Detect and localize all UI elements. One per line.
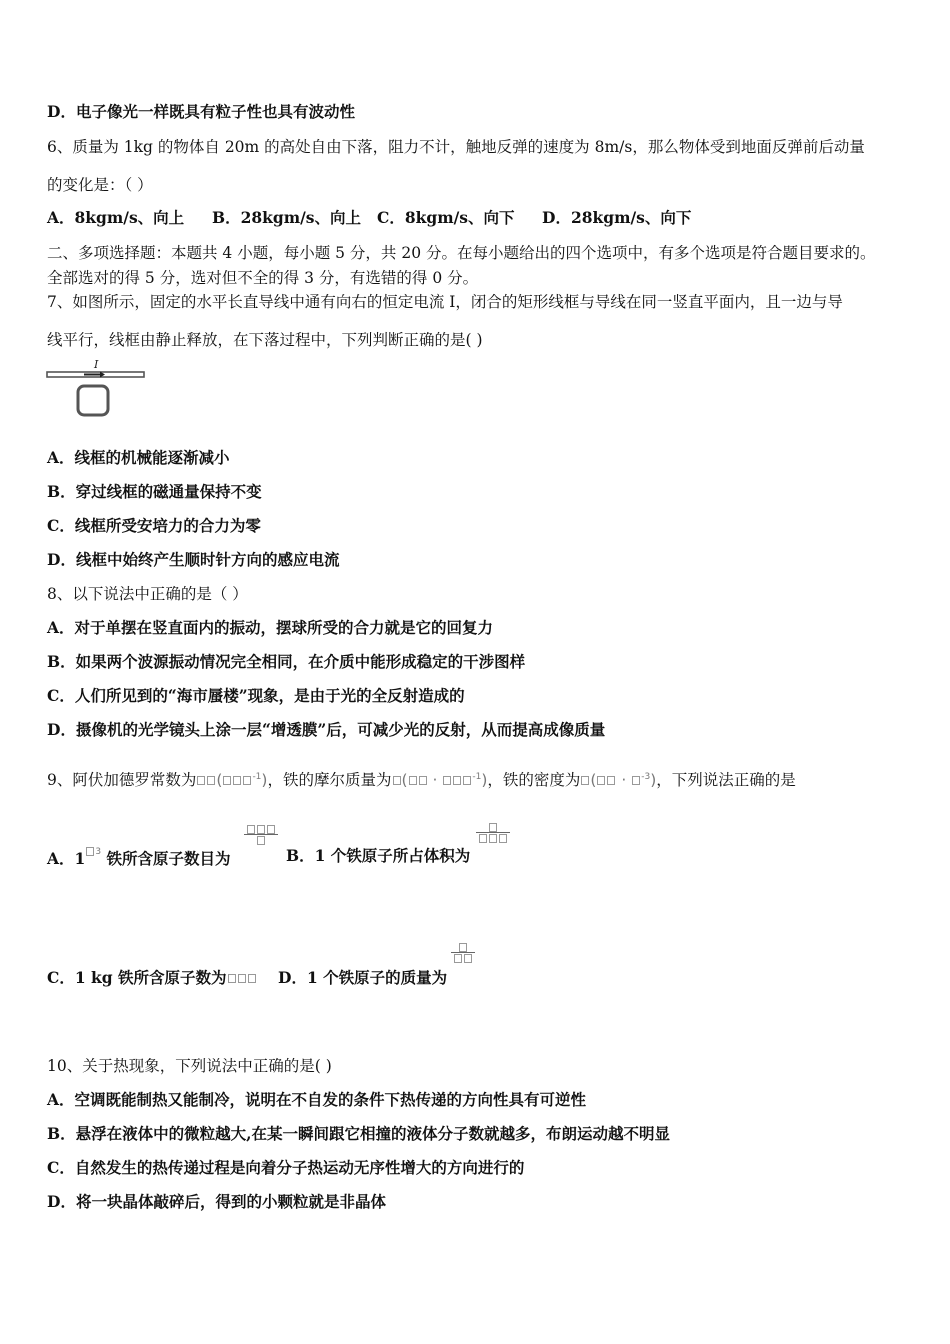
q9-option-d-fraction — [451, 942, 475, 963]
q9-option-a-fraction — [244, 824, 278, 845]
q7-option-b: B．穿过线框的磁通量保持不变 — [47, 482, 262, 501]
q9-option-a-exponent-value: 3 — [95, 847, 102, 857]
q9-option-b: B．1 个铁原子所占体积为 — [286, 846, 471, 865]
q9-option-a-text: 铁所含原子数目为 — [106, 849, 231, 869]
q7-option-d: D．线框中始终产生顺时针方向的感应电流 — [47, 550, 340, 569]
rectangular-loop — [78, 386, 108, 415]
q7-wire-loop-figure — [44, 358, 148, 420]
q6-stem-line2: 的变化是：（ ） — [47, 176, 153, 194]
q8-option-b: B．如果两个波源振动情况完全相同，在介质中能形成稳定的干涉图样 — [47, 652, 526, 671]
q7-option-a: A．线框的机械能逐渐减小 — [47, 448, 230, 467]
molar-mass-exponent: -1 — [472, 772, 482, 782]
q9-option-a-label: A．1 — [47, 849, 86, 869]
q7-stem-line2: 线平行，线框由静止释放，在下落过程中，下列判断正确的是( ) — [47, 331, 483, 349]
q9-option-c-formula — [227, 969, 257, 987]
q10-option-a: A．空调既能制热又能制冷，说明在不自发的条件下热传递的方向性具有可逆性 — [47, 1090, 587, 1109]
q9-option-d: D．1 个铁原子的质量为 — [278, 968, 448, 987]
q8-option-a: A．对于单摆在竖直面内的振动，摆球所受的合力就是它的回复力 — [47, 618, 494, 637]
q9-option-b-fraction — [476, 822, 510, 843]
q6-option-d: D．28kgm/s、向下 — [542, 208, 692, 227]
q9-stem-part2: ，铁的摩尔质量为 — [267, 771, 392, 790]
q8-option-d: D．摄像机的光学镜头上涂一层“增透膜”后，可减少光的反射，从而提高成像质量 — [47, 720, 606, 739]
section2-heading-line1: 二、多项选择题：本题共 4 小题，每小题 5 分，共 20 分。在每小题给出的四个选项中，有多个选项是符合题目要求的。 — [47, 244, 876, 262]
q6-option-a: A．8kgm/s、向上 — [47, 208, 185, 227]
q9-option-a — [47, 846, 230, 869]
q5-option-d: D．电子像光一样既具有粒子性也具有波动性 — [47, 102, 355, 121]
q8-option-c: C．人们所见到的“海市蜃楼”现象，是由于光的全反射造成的 — [47, 686, 465, 705]
q6-stem-line1: 6、质量为 1kg 的物体自 20m 的高处自由下落，阻力不计，触地反弹的速度为 8m/s，那么物体受到地面反弹前后动量 — [47, 138, 865, 156]
q9-stem — [47, 767, 796, 790]
q6-option-c: C．8kgm/s、向下 — [377, 208, 515, 227]
q6-option-b: B．28kgm/s、向上 — [212, 208, 362, 227]
molar-mass-formula: ( · $^{-1}$) — [392, 771, 488, 789]
q9-option-a-exponent — [85, 847, 101, 857]
section2-heading-line2: 全部选对的得 5 分，选对但不全的得 3 分，有选错的得 0 分。 — [47, 269, 479, 287]
avogadro-formula: ( $^{-1}$) — [196, 771, 267, 789]
q7-option-c: C．线框所受安培力的合力为零 — [47, 516, 261, 535]
q10-option-d: D．将一块晶体敲碎后，得到的小颗粒就是非晶体 — [47, 1192, 386, 1211]
q8-stem: 8、以下说法中正确的是（ ） — [47, 585, 248, 603]
q9-stem-part1: 9、阿伏加德罗常数为 — [47, 771, 197, 790]
q10-option-b: B．悬浮在液体中的微粒越大,在某一瞬间跟它相撞的液体分子数就越多，布朗运动越不明显 — [47, 1124, 671, 1143]
q7-stem-line1: 7、如图所示，固定的水平长直导线中通有向右的恒定电流 I，闭合的矩形线框与导线在同一竖直平面内，且一边与导 — [47, 293, 843, 311]
current-label: I — [94, 358, 99, 371]
q9-stem-part4: ，下列说法正确的是 — [656, 771, 796, 790]
q10-option-c: C．自然发生的热传递过程是向着分子热运动无序性增大的方向进行的 — [47, 1158, 525, 1177]
q9-option-c-text: C．1 kg 铁所含原子数为 — [47, 968, 227, 987]
q10-stem: 10、关于热现象，下列说法中正确的是( ) — [47, 1057, 332, 1075]
density-formula: ( · $^{-3}$) — [580, 771, 656, 789]
density-exponent: -3 — [641, 772, 651, 782]
q9-stem-part3: ，铁的密度为 — [487, 771, 581, 790]
q9-option-c — [47, 968, 257, 988]
avogadro-exponent: -1 — [252, 772, 262, 782]
